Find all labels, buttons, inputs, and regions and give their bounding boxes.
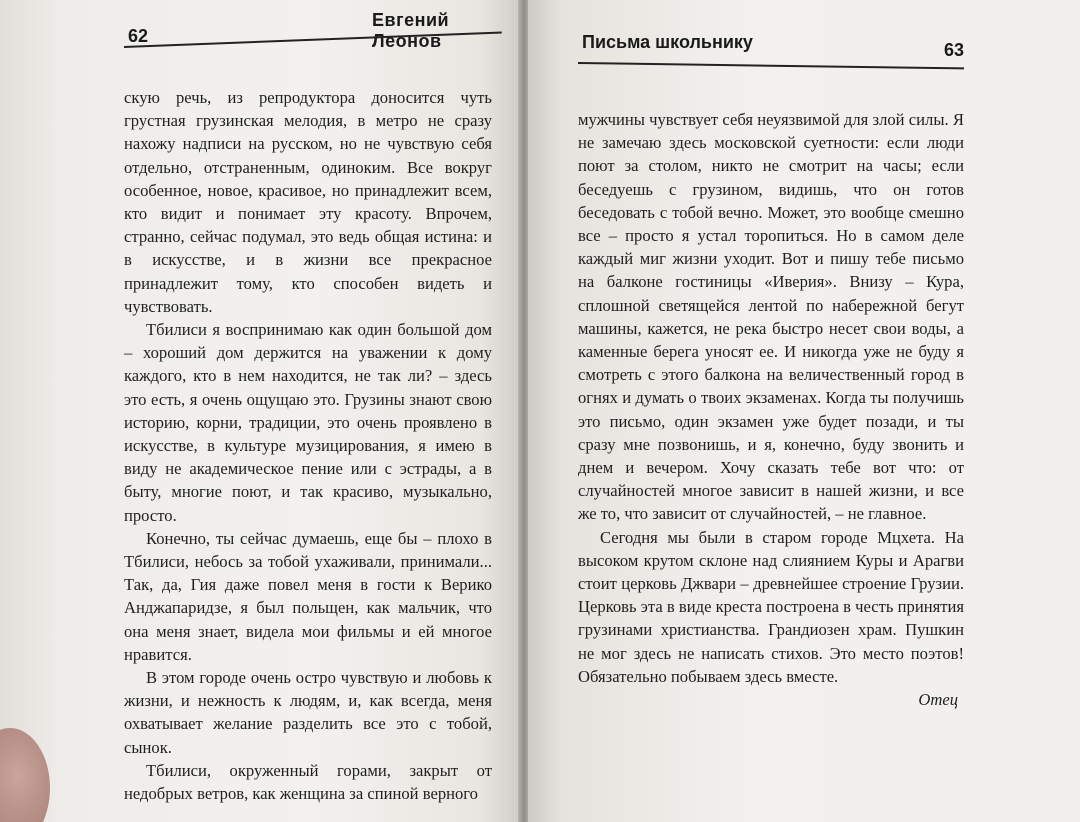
running-head-right: Письма школьнику [582,32,753,52]
right-paragraph: мужчины чувствует себя неуязвимой для злой силы. Я не замечаю здесь московской суетности: если люди поют за столом, никто не смотрит на часы; если беседуешь с грузином, видишь, что он готов беседовать с тобой вечно. Может, это вообще смешно все – просто я устал торопиться. Но в самом деле каждый миг жизни уходит. Вот и пишу тебе письмо на балконе гостиницы «Иверия». Внизу – Кура, сплошной светящейся лентой по набережной бегут машины, кажется, не река быстро несет свои воды, а каменные берега уносят ее. И никогда уже не буду я смотреть с этого балкона на величественный город в огнях и думать о твоих экзаменах. Когда ты получишь это письмо, один экзамен уже будет позади, и ты сразу мне позвонишь, и я, конечно, буду звонить и днем и вечером. Хочу сказать тебе вот что: от случайностей многое зависит в нашей жизни, и все же то, что зависит от случайностей, – не главное. [578,110,964,524]
left-page [0,0,522,822]
left-paragraph: Конечно, ты сейчас думаешь, еще бы – плохо в Тбилиси, небось за тобой ухаживали, принимали... Так, да, Гия даже повел меня в гости к Верико Анджапаридзе, я был польщен, как мальчик, что она меня знает, видела мои фильмы и ей многое нравится. [124,528,492,664]
page-number-left: 62 [128,26,149,46]
header-rule-right [578,62,964,69]
thumb-holding-book [0,728,50,822]
right-page [528,0,1080,822]
page-number-right: 63 [944,40,965,60]
right-body-text [578,108,964,711]
left-paragraph: скую речь, из репродуктора доносится чуть грустная грузинская мелодия, в метро не сразу нахожу надписи на русском, но не чувствую себя отдельно, отстраненным, одиноким. Все вокруг особенное, новое, красивое, но принадлежит всем, кто видит и понимает эту красоту. Впрочем, странно, сейчас подумал, это ведь общая истина: и в искусстве, и в жизни все прекрасное принадлежит тому, кто способен видеть и чувствовать. [124,88,492,316]
running-head-left: Евгений Леонов [372,10,450,51]
left-body-text [124,86,492,805]
signature: Отец [918,690,958,710]
right-paragraph: Сегодня мы были в старом городе Мцхета. На высоком крутом склоне над слиянием Куры и Арагви стоит церковь Джвари – древнейшее строение Грузии. Церковь эта в виде креста построена в честь принятия грузинами христианства. Грандиозен храм. Пушкин не мог здесь не написать стихов. Это место поэтов! Обязательно побываем здесь вместе. [578,527,964,686]
left-paragraph: Тбилиси я воспринимаю как один большой дом – хороший дом держится на уважении к дому каждого, кто в нем находится, не так ли? – здесь это есть, я очень ощущаю это. Грузины знают свою историю, корни, традиции, это очень проявлено в искусстве, в культуре музицирования, я имею в виду не академическое пение или с эстрады, а в быту, многие поют, и так красиво, музыкально, просто. [124,320,492,525]
left-paragraph: В этом городе очень остро чувствую и любовь к жизни, и нежность к людям, и, как всегда, меня охватывает желание разделить все это с тобой, сынок. [124,668,492,757]
left-paragraph: Тбилиси, окруженный горами, закрыт от недобрых ветров, как женщина за спиной верного [124,760,492,804]
